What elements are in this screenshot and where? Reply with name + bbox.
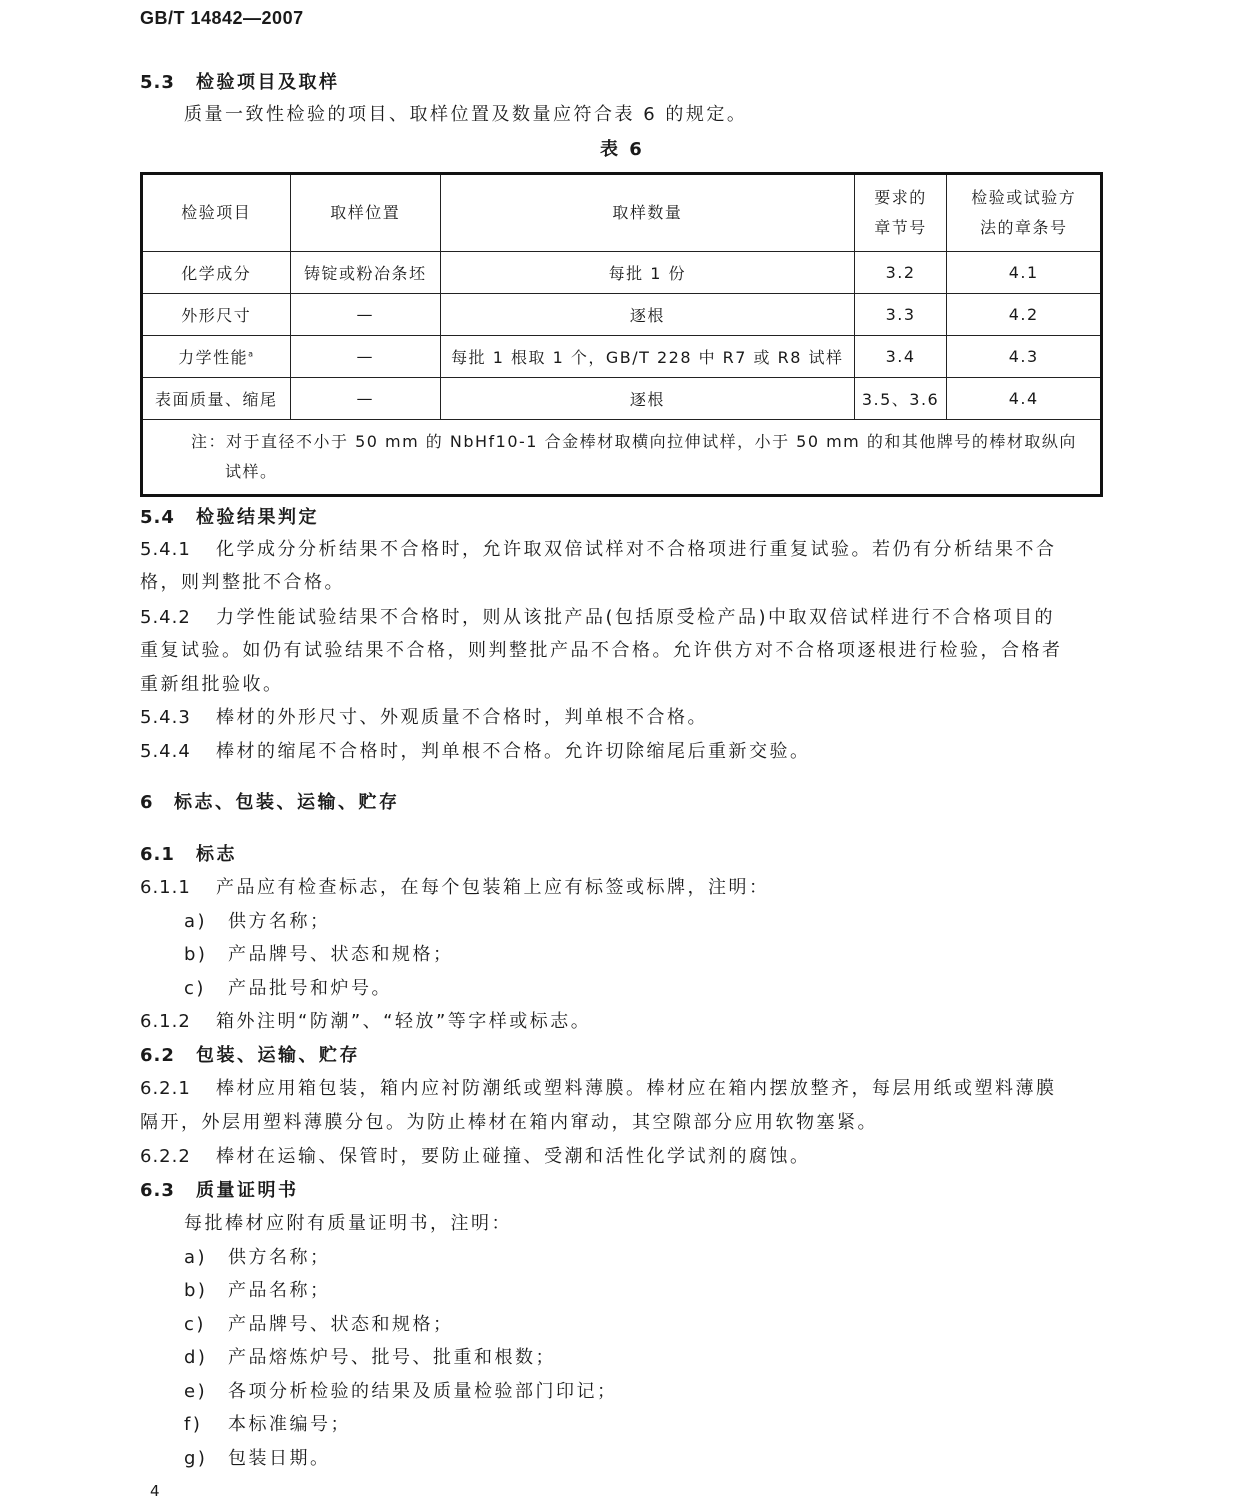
text-line: 隔开，外层用塑料薄膜分包。为防止棒材在箱内窜动，其空隙部分应用软物塞紧。: [140, 1112, 878, 1133]
list-text: 产品批号和炉号。: [228, 978, 392, 999]
list-marker: g): [184, 1448, 208, 1469]
cell: 每批 1 份: [441, 252, 855, 294]
list-item: [184, 1375, 618, 1409]
section-6-3-heading: [140, 1174, 299, 1208]
list-text: 产品熔炼炉号、批号、批重和根数；: [228, 1347, 556, 1368]
cell: 每批 1 根取 1 个，GB/T 228 中 R7 或 R8 试样: [441, 336, 855, 378]
text-line: 格，则判整批不合格。: [140, 572, 345, 593]
footnote-mark: a: [248, 349, 255, 359]
header-cell: [854, 174, 947, 252]
table-caption: 表 6: [600, 139, 645, 160]
inspection-table: [140, 172, 1103, 497]
note-line: 试样。: [225, 462, 278, 481]
clause-6-2-2: [140, 1140, 811, 1174]
text-line: 化学成分分析结果不合格时，允许取双倍试样对不合格项进行重复试验。若仍有分析结果不合: [216, 539, 1057, 560]
list-text: 产品牌号、状态和规格；: [228, 944, 454, 965]
section-title: 检验结果判定: [196, 507, 319, 528]
table-row: [142, 252, 1102, 294]
cell: —: [290, 294, 440, 336]
header-line: 检验或试验方: [971, 188, 1077, 207]
section-number: 5.3: [140, 72, 175, 93]
clause-number: 6.1.1: [140, 877, 191, 898]
cell: —: [290, 336, 440, 378]
cell: [142, 336, 291, 378]
section-number: 6.3: [140, 1180, 175, 1201]
text-line: 重新组批验收。: [140, 674, 284, 695]
cell: 表面质量、缩尾: [142, 378, 291, 420]
table-row: [142, 378, 1102, 420]
list-marker: b): [184, 1280, 208, 1301]
section-title: 检验项目及取样: [196, 72, 340, 93]
header-cell: [947, 174, 1102, 252]
table-row: [142, 294, 1102, 336]
section-title: 标志: [196, 844, 237, 865]
section-5-3-heading: [140, 66, 340, 100]
list-text: 供方名称；: [228, 1247, 331, 1268]
list-item: [184, 1241, 331, 1275]
clause-number: 6.2.2: [140, 1146, 191, 1167]
clause-5-4-4: [140, 735, 811, 769]
clause-5-4-3: [140, 701, 708, 735]
list-text: 产品牌号、状态和规格；: [228, 1314, 454, 1335]
section-number: 6.2: [140, 1045, 175, 1066]
standard-header: GB/T 14842—2007: [140, 8, 304, 28]
section-number: 6: [140, 792, 154, 813]
section-number: 6.1: [140, 844, 175, 865]
clause-6-1-2: [140, 1005, 591, 1039]
section-title: 标志、包装、运输、贮存: [174, 792, 400, 813]
cell: 铸锭或粉冶条坯: [290, 252, 440, 294]
section-title: 质量证明书: [196, 1180, 299, 1201]
paragraph: 质量一致性检验的项目、取样位置及数量应符合表 6 的规定。: [184, 104, 748, 125]
text-line: 力学性能试验结果不合格时，则从该批产品(包括原受检产品)中取双倍试样进行不合格项目的: [216, 607, 1056, 628]
clause-number: 5.4.3: [140, 707, 191, 728]
list-item: [184, 972, 392, 1006]
text-line: 棒材在运输、保管时，要防止碰撞、受潮和活性化学试剂的腐蚀。: [216, 1146, 811, 1167]
list-text: 产品名称；: [228, 1280, 331, 1301]
list-text: 包装日期。: [228, 1448, 331, 1469]
header-cell: 取样数量: [441, 174, 855, 252]
cell: 4.1: [947, 252, 1102, 294]
paragraph: 每批棒材应附有质量证明书，注明：: [184, 1213, 512, 1234]
note-line: 注：对于直径不小于 50 mm 的 NbHf10-1 合金棒材取横向拉伸试样，小于 50 mm 的和其他牌号的棒材取纵向: [191, 432, 1077, 451]
list-item: [184, 1308, 454, 1342]
header-line: 法的章条号: [979, 218, 1068, 237]
cell: 化学成分: [142, 252, 291, 294]
text-line: 箱外注明“防潮”、“轻放”等字样或标志。: [216, 1011, 592, 1032]
list-item: [184, 938, 454, 972]
clause-number: 5.4.2: [140, 607, 191, 628]
page-number: 4: [150, 1482, 160, 1500]
list-marker: d): [184, 1347, 208, 1368]
header-cell: 取样位置: [290, 174, 440, 252]
header-line: 要求的: [874, 188, 927, 207]
cell: 外形尺寸: [142, 294, 291, 336]
clause-5-4-2: [140, 601, 1055, 635]
cell: 3.2: [854, 252, 947, 294]
table-row: [142, 336, 1102, 378]
table-note: [142, 420, 1102, 496]
cell: 3.3: [854, 294, 947, 336]
section-number: 5.4: [140, 507, 175, 528]
cell: 4.4: [947, 378, 1102, 420]
clause-5-4-1: [140, 533, 1057, 567]
clause-number: 5.4.1: [140, 539, 191, 560]
table-header-row: [142, 174, 1102, 252]
table-note-row: [142, 420, 1102, 496]
text-line: 重复试验。如仍有试验结果不合格，则判整批产品不合格。允许供方对不合格项逐根进行检验，合格者: [140, 640, 1063, 661]
chapter-6-heading: [140, 786, 400, 820]
list-item: [184, 1341, 556, 1375]
header-cell: 检验项目: [142, 174, 291, 252]
clause-number: 6.2.1: [140, 1078, 191, 1099]
list-marker: e): [184, 1381, 208, 1402]
list-item: [184, 1442, 331, 1476]
text-line: 棒材应用箱包装，箱内应衬防潮纸或塑料薄膜。棒材应在箱内摆放整齐，每层用纸或塑料薄膜: [216, 1078, 1057, 1099]
list-marker: c): [184, 978, 206, 999]
cell: 3.4: [854, 336, 947, 378]
list-item: [184, 905, 331, 939]
list-marker: a): [184, 1247, 208, 1268]
list-marker: a): [184, 911, 208, 932]
cell: 3.5、3.6: [854, 378, 947, 420]
list-marker: f): [184, 1414, 203, 1435]
clause-number: 5.4.4: [140, 741, 191, 762]
clause-number: 6.1.2: [140, 1011, 191, 1032]
cell: 逐根: [441, 294, 855, 336]
list-text: 供方名称；: [228, 911, 331, 932]
section-5-4-heading: [140, 501, 319, 535]
list-item: [184, 1274, 331, 1308]
clause-6-1-1: [140, 871, 770, 905]
list-text: 各项分析检验的结果及质量检验部门印记；: [228, 1381, 618, 1402]
cell-text: 力学性能: [178, 348, 249, 367]
cell: 4.2: [947, 294, 1102, 336]
section-title: 包装、运输、贮存: [196, 1045, 360, 1066]
cell: —: [290, 378, 440, 420]
list-text: 本标准编号；: [228, 1414, 351, 1435]
section-6-2-heading: [140, 1039, 360, 1073]
list-item: [184, 1408, 351, 1442]
cell: 4.3: [947, 336, 1102, 378]
text-line: 棒材的外形尺寸、外观质量不合格时，判单根不合格。: [216, 707, 708, 728]
list-marker: b): [184, 944, 208, 965]
cell: 逐根: [441, 378, 855, 420]
text-line: 产品应有检查标志，在每个包装箱上应有标签或标牌，注明：: [216, 877, 770, 898]
clause-6-2-1: [140, 1072, 1057, 1106]
section-6-1-heading: [140, 838, 237, 872]
header-line: 章节号: [874, 218, 927, 237]
list-marker: c): [184, 1314, 206, 1335]
text-line: 棒材的缩尾不合格时，判单根不合格。允许切除缩尾后重新交验。: [216, 741, 811, 762]
